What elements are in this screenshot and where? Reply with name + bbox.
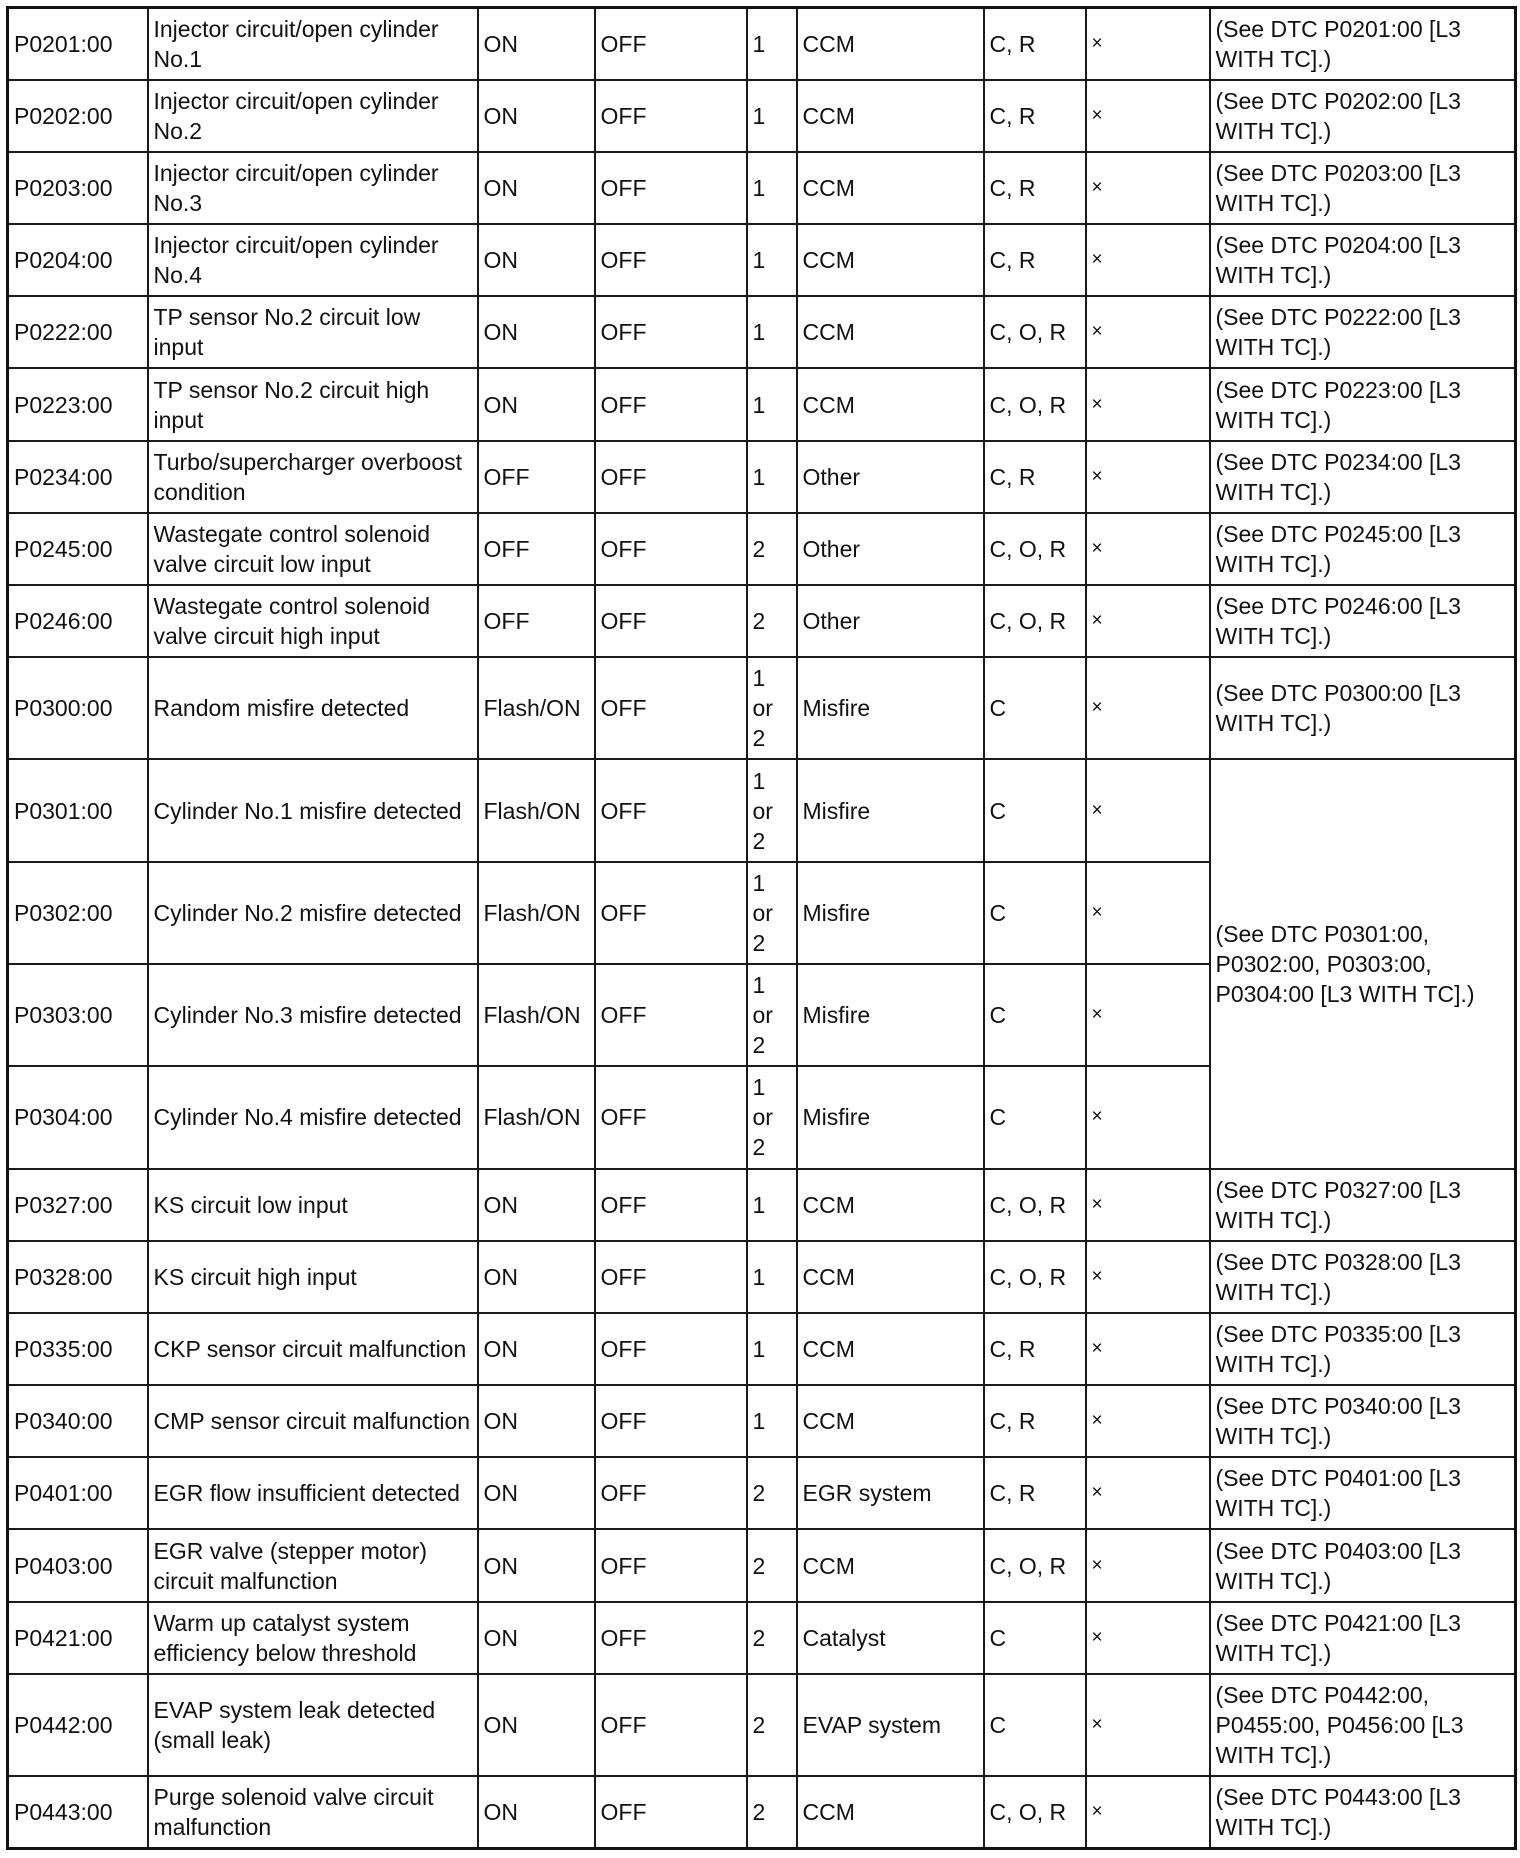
dtc-code: P0300:00 [8,657,148,759]
dtc-code: P0335:00 [8,1313,148,1385]
mil-status: ON [478,80,595,152]
monitor-item: Misfire [797,1066,984,1168]
dtc-description: Purge solenoid valve circuit malfunction [148,1776,478,1848]
generator-light: OFF [595,441,747,513]
memory-function: × [1086,1385,1210,1457]
generator-light: OFF [595,224,747,296]
dtc-code: P0201:00 [8,8,148,80]
monitor-item: CCM [797,1241,984,1313]
memory-function: × [1086,8,1210,80]
dtc-description: EGR flow insufficient detected [148,1457,478,1529]
dtc-description: Injector circuit/open cylinder No.3 [148,152,478,224]
generator-light: OFF [595,1457,747,1529]
table-row [8,1169,1516,1241]
drive-cycle: 1 [747,1313,797,1385]
generator-light: OFF [595,1066,747,1168]
monitor-item: CCM [797,1529,984,1601]
mil-status: ON [478,368,595,440]
self-test-type: C, O, R [984,368,1086,440]
self-test-type: C, R [984,1313,1086,1385]
dtc-description: Cylinder No.1 misfire detected [148,759,478,861]
mil-status: ON [478,1169,595,1241]
mil-status: ON [478,1529,595,1601]
table-row [8,1674,1516,1776]
generator-light: OFF [595,1313,747,1385]
table-row [8,441,1516,513]
dtc-description: Cylinder No.4 misfire detected [148,1066,478,1168]
generator-light: OFF [595,1385,747,1457]
dtc-code: P0340:00 [8,1385,148,1457]
self-test-type: C, O, R [984,1776,1086,1848]
table-row [8,513,1516,585]
reference: (See DTC P0203:00 [L3 WITH TC].) [1210,152,1516,224]
mil-status: ON [478,1241,595,1313]
memory-function: × [1086,1241,1210,1313]
drive-cycle: 1 [747,224,797,296]
mil-status: ON [478,152,595,224]
drive-cycle: 2 [747,1457,797,1529]
memory-function: × [1086,1457,1210,1529]
dtc-description: KS circuit low input [148,1169,478,1241]
self-test-type: C, O, R [984,1169,1086,1241]
dtc-description: Random misfire detected [148,657,478,759]
monitor-item: Misfire [797,657,984,759]
dtc-description: Wastegate control solenoid valve circuit high input [148,585,478,657]
generator-light: OFF [595,1674,747,1776]
generator-light: OFF [595,368,747,440]
dtc-description: TP sensor No.2 circuit high input [148,368,478,440]
dtc-description: Warm up catalyst system efficiency below threshold [148,1602,478,1674]
reference: (See DTC P0201:00 [L3 WITH TC].) [1210,8,1516,80]
dtc-description: Injector circuit/open cylinder No.2 [148,80,478,152]
reference: (See DTC P0301:00, P0302:00, P0303:00, P0304:00 [L3 WITH TC].) [1210,759,1516,1168]
dtc-code: P0421:00 [8,1602,148,1674]
drive-cycle: 1 [747,296,797,368]
memory-function: × [1086,368,1210,440]
table-row [8,80,1516,152]
memory-function: × [1086,964,1210,1066]
dtc-code: P0401:00 [8,1457,148,1529]
monitor-item: EGR system [797,1457,984,1529]
reference: (See DTC P0204:00 [L3 WITH TC].) [1210,224,1516,296]
monitor-item: CCM [797,1385,984,1457]
dtc-description: EGR valve (stepper motor) circuit malfunction [148,1529,478,1601]
dtc-description: Turbo/supercharger overboost condition [148,441,478,513]
reference: (See DTC P0328:00 [L3 WITH TC].) [1210,1241,1516,1313]
generator-light: OFF [595,862,747,964]
memory-function: × [1086,862,1210,964]
generator-light: OFF [595,296,747,368]
drive-cycle: 1 [747,80,797,152]
dtc-description: CMP sensor circuit malfunction [148,1385,478,1457]
mil-status: OFF [478,585,595,657]
dtc-code: P0203:00 [8,152,148,224]
dtc-code: P0403:00 [8,1529,148,1601]
self-test-type: C, R [984,152,1086,224]
memory-function: × [1086,513,1210,585]
mil-status: ON [478,224,595,296]
self-test-type: C, R [984,8,1086,80]
self-test-type: C [984,657,1086,759]
self-test-type: C, R [984,224,1086,296]
memory-function: × [1086,1602,1210,1674]
mil-status: ON [478,1385,595,1457]
monitor-item: CCM [797,1169,984,1241]
dtc-description: Wastegate control solenoid valve circuit low input [148,513,478,585]
table-row [8,1457,1516,1529]
dtc-code: P0442:00 [8,1674,148,1776]
drive-cycle: 1 [747,1169,797,1241]
table-row [8,585,1516,657]
reference: (See DTC P0300:00 [L3 WITH TC].) [1210,657,1516,759]
dtc-code: P0327:00 [8,1169,148,1241]
self-test-type: C [984,1602,1086,1674]
self-test-type: C, O, R [984,296,1086,368]
monitor-item: Other [797,441,984,513]
generator-light: OFF [595,8,747,80]
self-test-type: C, O, R [984,1241,1086,1313]
dtc-table [6,6,1517,1850]
memory-function: × [1086,1776,1210,1848]
memory-function: × [1086,1169,1210,1241]
dtc-code: P0223:00 [8,368,148,440]
mil-status: OFF [478,513,595,585]
reference: (See DTC P0327:00 [L3 WITH TC].) [1210,1169,1516,1241]
table-row [8,657,1516,759]
monitor-item: EVAP system [797,1674,984,1776]
drive-cycle: 1 or 2 [747,759,797,861]
memory-function: × [1086,1313,1210,1385]
mil-status: ON [478,1602,595,1674]
dtc-code: P0245:00 [8,513,148,585]
table-row [8,1529,1516,1601]
reference: (See DTC P0335:00 [L3 WITH TC].) [1210,1313,1516,1385]
table-row [8,296,1516,368]
generator-light: OFF [595,1241,747,1313]
dtc-description: TP sensor No.2 circuit low input [148,296,478,368]
memory-function: × [1086,224,1210,296]
memory-function: × [1086,152,1210,224]
drive-cycle: 1 or 2 [747,657,797,759]
mil-status: OFF [478,441,595,513]
drive-cycle: 2 [747,1674,797,1776]
dtc-code: P0303:00 [8,964,148,1066]
memory-function: × [1086,1674,1210,1776]
monitor-item: CCM [797,1313,984,1385]
mil-status: Flash/ON [478,862,595,964]
table-row [8,224,1516,296]
dtc-description: Injector circuit/open cylinder No.4 [148,224,478,296]
monitor-item: CCM [797,224,984,296]
monitor-item: CCM [797,368,984,440]
table-row [8,1776,1516,1848]
mil-status: ON [478,1674,595,1776]
drive-cycle: 2 [747,1529,797,1601]
table-row [8,1385,1516,1457]
dtc-description: Cylinder No.2 misfire detected [148,862,478,964]
generator-light: OFF [595,80,747,152]
drive-cycle: 1 or 2 [747,1066,797,1168]
self-test-type: C, R [984,441,1086,513]
monitor-item: CCM [797,8,984,80]
generator-light: OFF [595,964,747,1066]
monitor-item: Other [797,513,984,585]
monitor-item: Catalyst [797,1602,984,1674]
reference: (See DTC P0443:00 [L3 WITH TC].) [1210,1776,1516,1848]
monitor-item: CCM [797,80,984,152]
self-test-type: C, O, R [984,1529,1086,1601]
reference: (See DTC P0442:00, P0455:00, P0456:00 [L3 WITH TC].) [1210,1674,1516,1776]
mil-status: Flash/ON [478,1066,595,1168]
reference: (See DTC P0340:00 [L3 WITH TC].) [1210,1385,1516,1457]
self-test-type: C, O, R [984,585,1086,657]
memory-function: × [1086,441,1210,513]
memory-function: × [1086,1066,1210,1168]
self-test-type: C, R [984,1385,1086,1457]
self-test-type: C [984,1066,1086,1168]
monitor-item: Misfire [797,964,984,1066]
memory-function: × [1086,1529,1210,1601]
mil-status: ON [478,1313,595,1385]
table-row [8,368,1516,440]
table-row [8,8,1516,80]
dtc-code: P0301:00 [8,759,148,861]
dtc-description: KS circuit high input [148,1241,478,1313]
monitor-item: Misfire [797,759,984,861]
drive-cycle: 1 [747,8,797,80]
dtc-code: P0202:00 [8,80,148,152]
reference: (See DTC P0401:00 [L3 WITH TC].) [1210,1457,1516,1529]
dtc-code: P0328:00 [8,1241,148,1313]
drive-cycle: 2 [747,1602,797,1674]
self-test-type: C [984,862,1086,964]
reference: (See DTC P0245:00 [L3 WITH TC].) [1210,513,1516,585]
drive-cycle: 1 [747,152,797,224]
mil-status: ON [478,296,595,368]
drive-cycle: 1 [747,368,797,440]
dtc-description: Cylinder No.3 misfire detected [148,964,478,1066]
drive-cycle: 1 or 2 [747,964,797,1066]
drive-cycle: 1 [747,441,797,513]
generator-light: OFF [595,1169,747,1241]
monitor-item: CCM [797,296,984,368]
drive-cycle: 1 or 2 [747,862,797,964]
self-test-type: C [984,964,1086,1066]
drive-cycle: 2 [747,585,797,657]
monitor-item: Misfire [797,862,984,964]
dtc-code: P0302:00 [8,862,148,964]
mil-status: ON [478,8,595,80]
generator-light: OFF [595,1776,747,1848]
reference: (See DTC P0403:00 [L3 WITH TC].) [1210,1529,1516,1601]
dtc-code: P0443:00 [8,1776,148,1848]
drive-cycle: 1 [747,1241,797,1313]
dtc-description: CKP sensor circuit malfunction [148,1313,478,1385]
reference: (See DTC P0202:00 [L3 WITH TC].) [1210,80,1516,152]
drive-cycle: 2 [747,1776,797,1848]
reference: (See DTC P0421:00 [L3 WITH TC].) [1210,1602,1516,1674]
dtc-code: P0234:00 [8,441,148,513]
dtc-code: P0304:00 [8,1066,148,1168]
mil-status: Flash/ON [478,657,595,759]
monitor-item: CCM [797,1776,984,1848]
generator-light: OFF [595,1529,747,1601]
mil-status: ON [478,1776,595,1848]
drive-cycle: 1 [747,1385,797,1457]
reference: (See DTC P0234:00 [L3 WITH TC].) [1210,441,1516,513]
generator-light: OFF [595,759,747,861]
memory-function: × [1086,585,1210,657]
generator-light: OFF [595,1602,747,1674]
table-row [8,1241,1516,1313]
self-test-type: C, O, R [984,513,1086,585]
table-row [8,1313,1516,1385]
memory-function: × [1086,80,1210,152]
reference: (See DTC P0222:00 [L3 WITH TC].) [1210,296,1516,368]
dtc-code: P0222:00 [8,296,148,368]
self-test-type: C [984,759,1086,861]
generator-light: OFF [595,152,747,224]
dtc-code: P0204:00 [8,224,148,296]
self-test-type: C, R [984,1457,1086,1529]
table-row [8,759,1516,861]
self-test-type: C [984,1674,1086,1776]
drive-cycle: 2 [747,513,797,585]
self-test-type: C, R [984,80,1086,152]
reference: (See DTC P0246:00 [L3 WITH TC].) [1210,585,1516,657]
table-row [8,152,1516,224]
memory-function: × [1086,657,1210,759]
dtc-code: P0246:00 [8,585,148,657]
mil-status: ON [478,1457,595,1529]
memory-function: × [1086,759,1210,861]
mil-status: Flash/ON [478,759,595,861]
table-row [8,1602,1516,1674]
monitor-item: Other [797,585,984,657]
generator-light: OFF [595,657,747,759]
generator-light: OFF [595,513,747,585]
dtc-description: Injector circuit/open cylinder No.1 [148,8,478,80]
reference: (See DTC P0223:00 [L3 WITH TC].) [1210,368,1516,440]
mil-status: Flash/ON [478,964,595,1066]
memory-function: × [1086,296,1210,368]
dtc-description: EVAP system leak detected (small leak) [148,1674,478,1776]
monitor-item: CCM [797,152,984,224]
generator-light: OFF [595,585,747,657]
